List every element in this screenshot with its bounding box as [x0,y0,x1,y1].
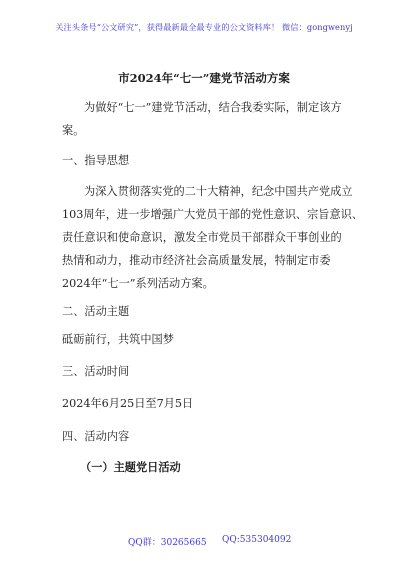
section-2-heading: 二、活动主题 [62,305,130,318]
section-1-line-2: 103周年，进一步增强广大党员干部的党性意识、宗旨意识、 [62,208,364,221]
intro-line-2: 案。 [62,124,85,137]
subsection-1-heading: （一）主题党日活动 [80,460,181,474]
footer-qq-group: QQ群：30265665 [128,538,207,548]
section-1-heading: 一、指导思想 [62,154,130,167]
section-2-body: 砥砺前行，共筑中国梦 [62,333,174,346]
section-1-line-5: 2024年“七一”系列活动方案。 [62,277,214,290]
section-4-heading: 四、活动内容 [62,430,130,443]
section-3-heading: 三、活动时间 [62,365,130,378]
section-1-line-3: 责任意识和使命意识，激发全市党员干部群众干事创业的 [62,231,342,244]
document-title: 市2024年“七一”建党节活动方案 [118,71,290,85]
section-1-line-4: 热情和动力，推动市经济社会高质量发展，特制定市委 [62,254,331,267]
section-1-line-1: 为深入贯彻落实党的二十大精神，纪念中国共产党成立 [84,185,353,198]
intro-line-1: 为做好“七一”建党节活动，结合我委实际，制定该方 [84,101,342,114]
header-banner: 关注头条号“公文研究”，获得最新最全最专业的公文资料库！ 微信：gongwenyj [55,22,353,32]
section-1-paragraph [62,180,364,295]
footer-qq-number: QQ:535304092 [222,535,292,545]
section-3-body: 2024年6月25日至7月5日 [62,397,194,410]
intro-paragraph [62,96,352,142]
